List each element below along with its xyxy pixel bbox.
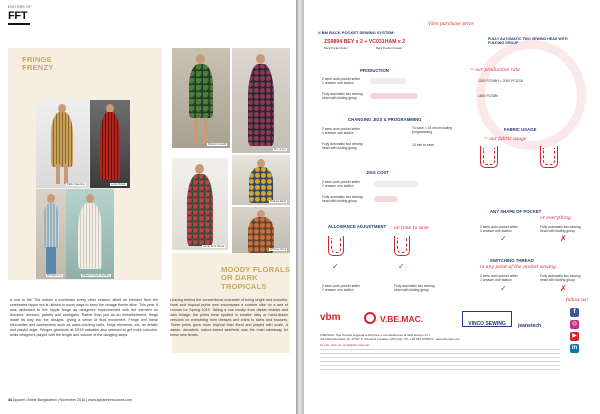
switching-option-1: 2 semi-auto pocket setter 1 creaser one station <box>480 274 519 282</box>
florals-article-text: Leaving behind the conventional character of being bright and colourful, floral and tropical prints now encompass a sombre vibe on a sea of colours for Spring 2019. Taking a cue mostly from darker shades and dark foliage, the prints were spotted in smaller ditsy or hand-drawn versions on everything from dresses and shirts to skirts and trousers. These prints grew more tropical than floral and played with scale. A darker, decadent, nature-based aesthetic was the main takeaway for these new florals. <box>170 298 288 337</box>
any-shape-option-2: Fully automatic two sewing head with folding group <box>540 225 581 233</box>
jigs-bar-2 <box>374 196 398 202</box>
vinco-sewing-logo: VINCO SEWING <box>462 311 512 327</box>
model-a-qty: 2 <box>359 39 363 45</box>
production-option-1: 2 semi-auto pocket setter 1 creaser one station <box>322 77 361 85</box>
jigs-option-2: Fully automatic two sewing head with folding group <box>322 195 363 203</box>
runway-photo-7 <box>232 48 290 153</box>
company-address: V.BE.MAC. Spa Società soggetta a direzione e coordinamento di Jack Europe S.r.l. Via Maria Piccaluto 16, 27027 S. Giovanni Lupatoto (VR) Italy - Ph. +39 045 9755311 - www.vbemac.com <box>320 333 461 341</box>
changing-option-2: Fully automatic two sewing head with folding group <box>322 142 363 150</box>
production-value-1: 1000 PCS/8H = 2000 PCS/16 <box>478 79 523 83</box>
production-bar-2 <box>370 93 418 99</box>
check-icon: ✓ <box>398 262 405 271</box>
runway-photo-1 <box>36 100 89 188</box>
jigs-option-1: 2 semi-auto pocket setter 1 creaser one station <box>322 180 361 188</box>
cross-icon: ✗ <box>560 234 567 243</box>
switching-option-2: Fully automatic two sewing head with folding group <box>540 274 581 282</box>
production-rate-note: = our production rate <box>470 68 521 73</box>
runway-photo-8 <box>232 155 290 205</box>
pocket-shape-3 <box>328 236 344 256</box>
photo-caption: Whitney Ross <box>270 248 286 251</box>
bottom-option-2: Fully automatic two sewing head with folding group <box>394 284 435 292</box>
photo-caption: Louis Vuitton <box>111 183 126 186</box>
photo-caption: Rebecca Taylor Fashion <box>82 274 110 277</box>
model-b: VC031HAM <box>368 39 397 45</box>
model-b-qty: 2 <box>402 39 406 45</box>
pocket-shape-1 <box>480 146 498 168</box>
pocket-shape-4 <box>394 236 410 256</box>
runway-photo-9 <box>232 207 290 253</box>
fabric-usage-heading: FABRIC USAGE <box>504 127 537 132</box>
page-footer: 44 Apparel Online Bangladesh | November 2018 | www.apparelresources.com <box>8 398 133 402</box>
allowance-note: no time to save <box>394 226 429 231</box>
linkedin-icon[interactable]: in <box>571 345 578 351</box>
switching-note: in any point of the pocket sewing <box>480 265 556 270</box>
any-shape-note: or everything <box>540 216 571 221</box>
runway-photo-6 <box>172 158 228 250</box>
production-heading: PRODUCTION <box>360 68 389 73</box>
production-option-2: Fully automatic two sewing head with folding group <box>322 92 363 100</box>
plus-sign: + <box>364 39 368 45</box>
photo-caption: Oscar de la Renta <box>203 245 224 248</box>
photo-caption: Michael Kors <box>47 274 62 277</box>
section-title: FFT <box>8 10 28 22</box>
fringe-frenzy-title: FRINGE FRENZY <box>22 55 54 73</box>
any-shape-heading: ANY SHAPE OF POCKET <box>490 209 542 214</box>
moody-florals-title: MOODY FLORALS OR DARK TROPICALS <box>221 265 291 291</box>
system-heading: V-BM BACK POCKET SEWING SYSTEM: <box>318 30 395 35</box>
right-page-advertisement <box>304 0 600 414</box>
left-page <box>0 0 296 414</box>
youtube-icon[interactable]: ▶ <box>570 332 579 341</box>
photo-caption: Pablo Valentino <box>67 183 85 186</box>
changing-value-1: To save = 15 min including programming <box>412 126 453 134</box>
runway-photo-4 <box>66 189 114 279</box>
page-number: 44 <box>8 398 12 402</box>
contact-list-lines <box>320 349 560 371</box>
model-a: ZS9894 BEY <box>324 39 355 45</box>
vbemac-logo: V.BE.MAC. <box>364 312 444 326</box>
model-line: ZS9894 BEY x 2 + VC031HAM x 2 <box>324 39 406 45</box>
model-b-sub: Back Pocket Creaser <box>376 46 403 50</box>
cross-icon: ✗ <box>560 284 567 293</box>
changing-jigs-heading: CHANGING JIGS & PROGRAMMING <box>348 117 422 122</box>
contact-email: for info, write us: email@vbemac.com <box>320 343 371 347</box>
check-icon: ✓ <box>500 284 507 293</box>
website-url: www.apparelresources.com <box>88 398 133 402</box>
jigs-bar-1 <box>374 181 418 187</box>
follow-us-label: follow us! <box>566 298 589 303</box>
jeanstech-logo: jeanstech <box>518 323 542 329</box>
pocket-shape-2 <box>540 146 558 168</box>
model-a-sub: Back Pocket Setter <box>324 46 348 50</box>
switching-heading: SWITCHING THREAD <box>490 258 534 263</box>
magazine-name: Apparel Online Bangladesh <box>12 398 57 402</box>
purchase-price-note: Vbm purchase price <box>428 22 474 27</box>
runway-photo-5 <box>172 48 230 148</box>
section-kicker: EDITORS OF <box>8 5 32 9</box>
photo-caption: Mathew Ward <box>270 200 286 203</box>
production-value-2: 1600 PCS/8h <box>478 94 499 98</box>
instagram-icon[interactable]: ◎ <box>571 321 578 327</box>
any-shape-option-1: 2 semi-auto pocket setter 1 creaser one station <box>480 225 519 233</box>
runway-photo-3 <box>36 189 66 279</box>
photo-caption: Roberto Cavalli <box>208 143 226 146</box>
check-icon: ✓ <box>500 234 507 243</box>
check-icon: ✓ <box>332 262 339 271</box>
jigs-cost-heading: JIGS COST <box>366 170 389 175</box>
facebook-icon[interactable]: f <box>570 308 579 317</box>
automatic-heading: FULLY AUTOMATIC TWO SEWING HEAD WITH FOLDING GROUP <box>488 37 568 46</box>
changing-value-2: 10 min to save <box>412 143 435 147</box>
production-bar-1 <box>370 78 406 84</box>
header-rule <box>8 23 30 25</box>
fabric-usage-note: = our fabric usage <box>484 137 527 142</box>
runway-photo-2 <box>90 100 130 188</box>
issue-date: November 2018 <box>59 398 86 402</box>
allowance-heading: ALLOWANCE ADJUSTMENT <box>328 224 387 229</box>
changing-option-1: 2 semi-auto pocket setter 1 creaser one station <box>322 127 361 135</box>
bottom-option-1: 2 semi-auto pocket setter 1 creaser one station <box>322 284 361 292</box>
photo-caption: Kim Jones <box>273 148 286 151</box>
spine-gutter <box>296 0 304 414</box>
vbm-logo: vbm <box>320 312 341 323</box>
fringe-article-text: A nod to the '70s makes a comeback every other season, albeit an element from the celebrated hippie era is utilised in novel ways to keep the vintage theme alive. This year, it was dedicated to the hippie fringe as designers experimented with the element on trousers, dresses, jackets and cardigans. Rather than just as an embellishment, fringe made its way into the designs, giving a sense of fluid movement. Fringe lent these silhouettes and accessories such as waist-cinching belts, fringe elements, etc. an artistic and playful edge. Fringed garments at SS19 catwalks also seemed to get more colourful, while designers played with the length and volume of the dangling strips. <box>10 298 158 337</box>
